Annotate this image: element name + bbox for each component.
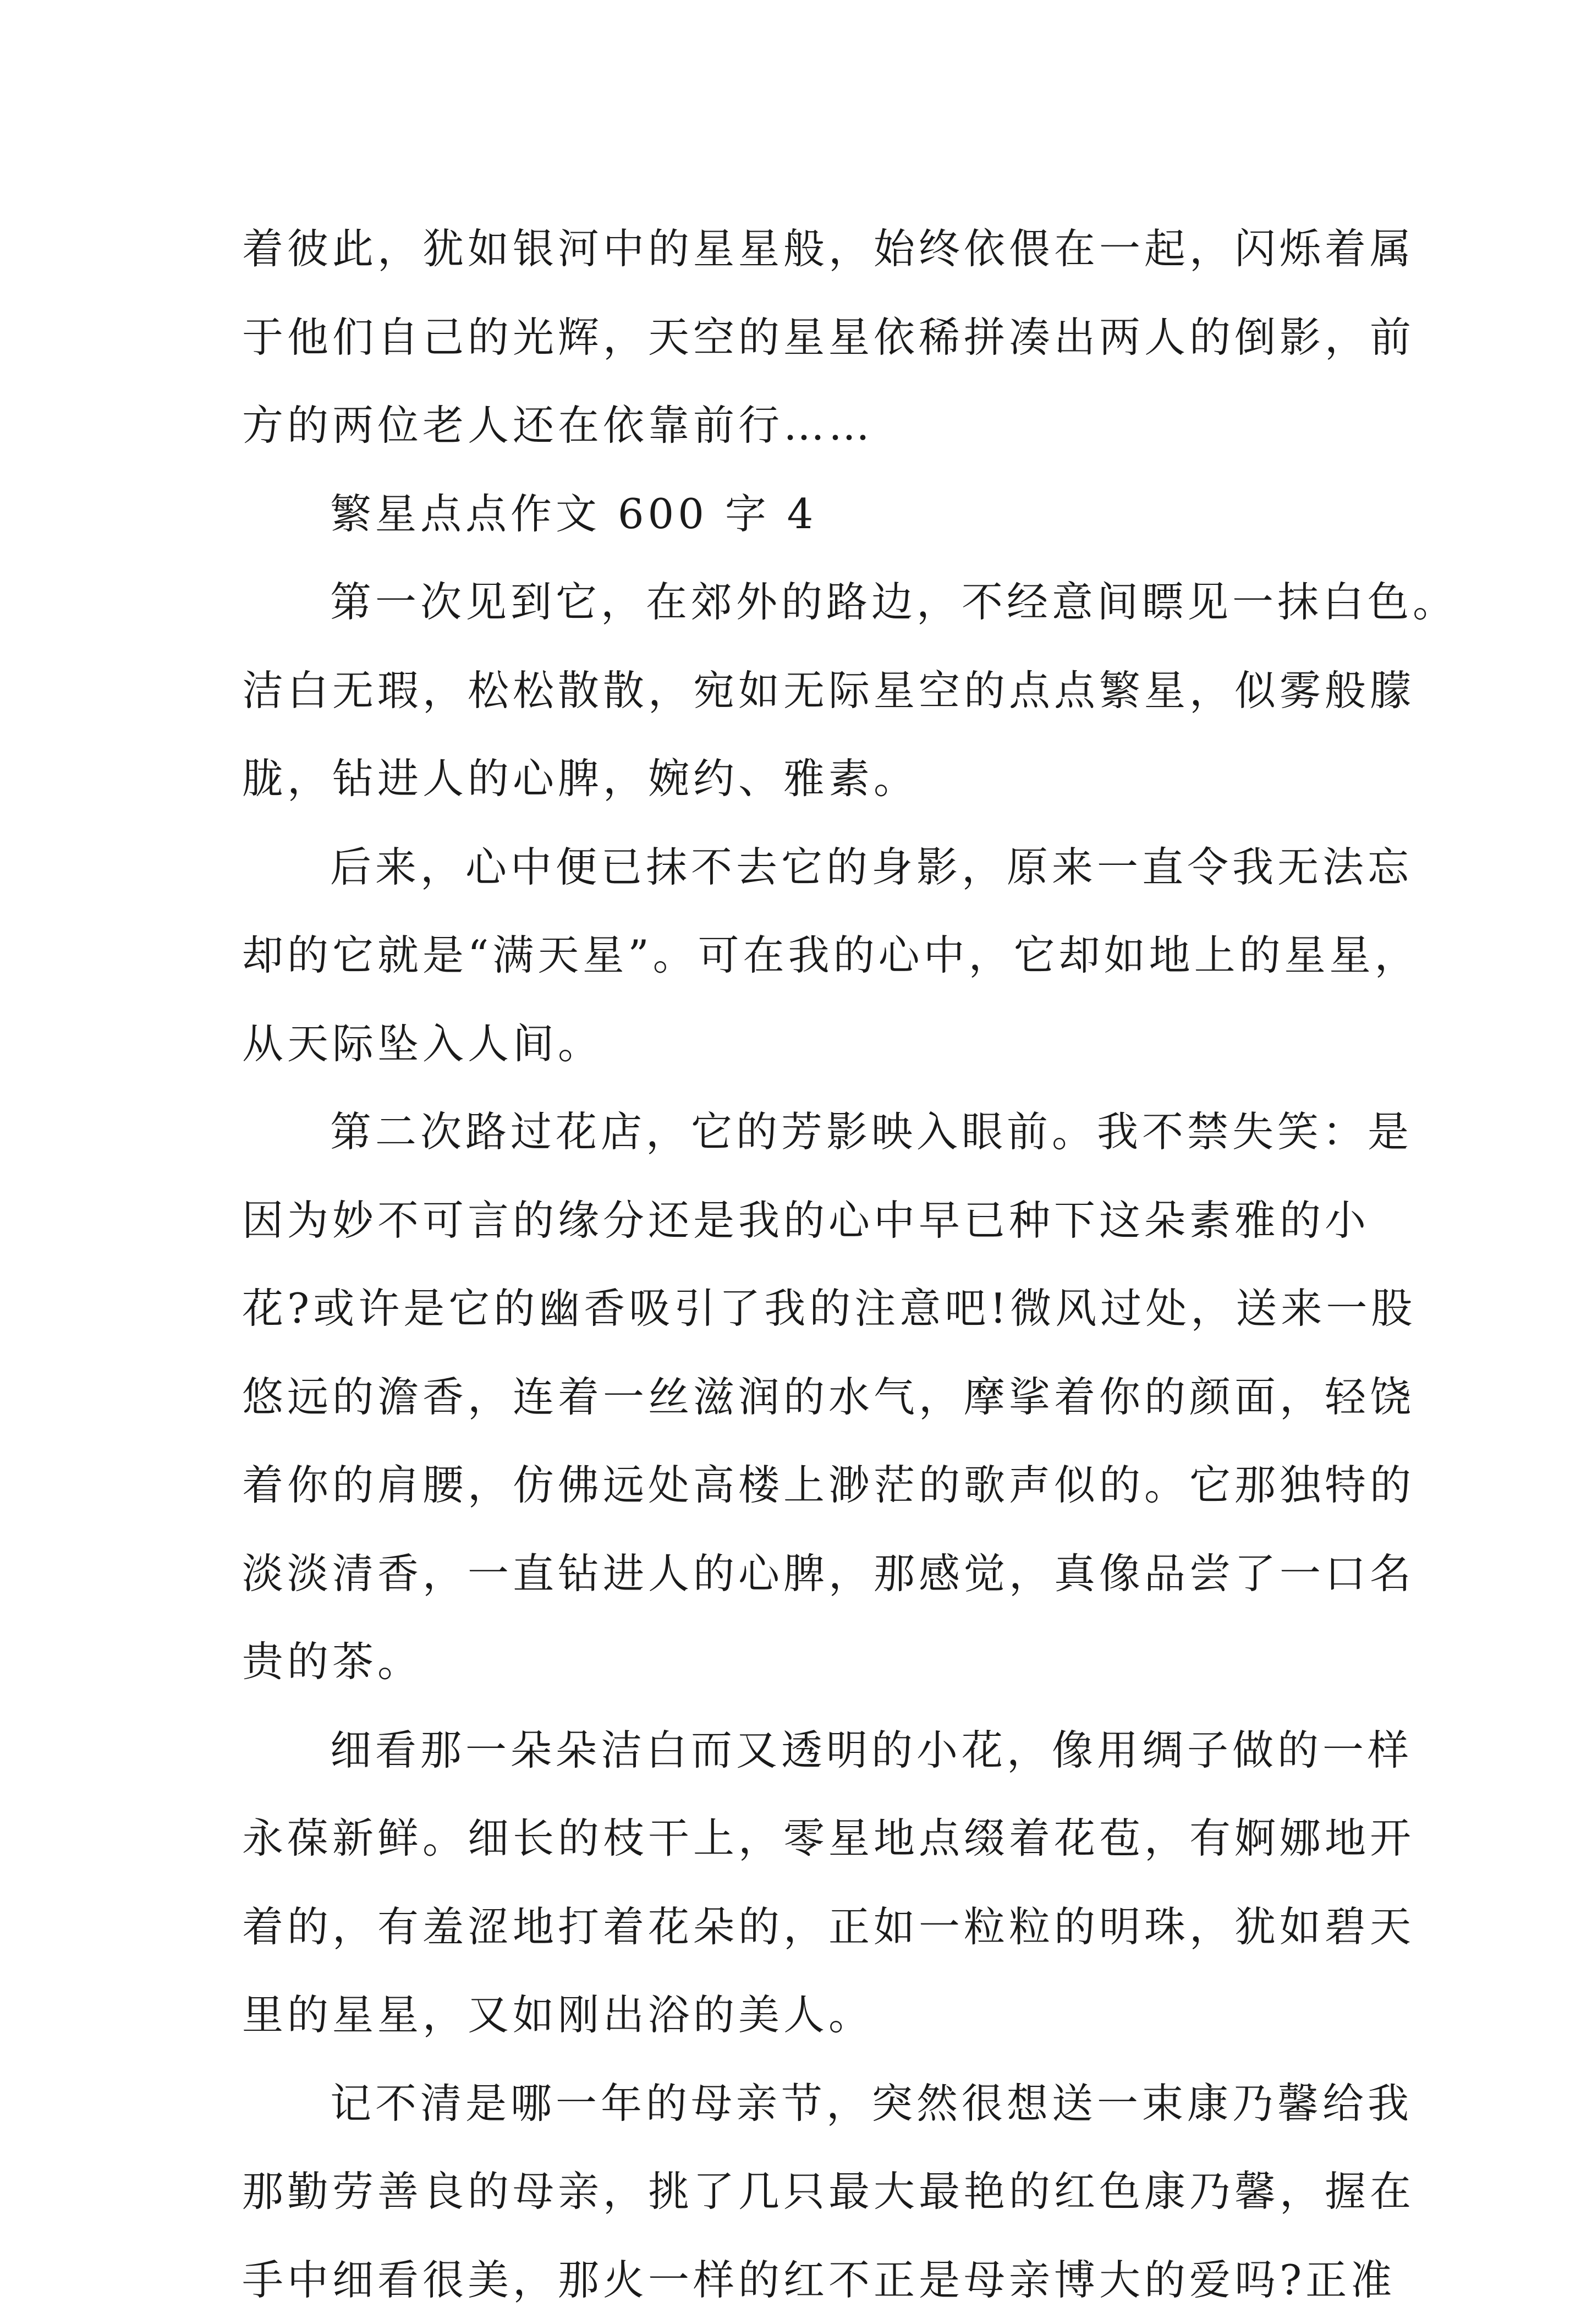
text-line: 却的它就是“满天星”。可在我的心中，它却如地上的星星， (242, 911, 1364, 1000)
text-line: 从天际坠入人间。 (242, 1000, 1364, 1088)
text-line: 着你的肩腰，仿佛远处高楼上渺茫的歌声似的。它那独特的 (242, 1441, 1364, 1530)
text-line: 因为妙不可言的缘分还是我的心中早已种下这朵素雅的小 (242, 1176, 1364, 1265)
text-line: 后来，心中便已抹不去它的身影，原来一直令我无法忘 (242, 823, 1364, 912)
text-line: 悠远的澹香，连着一丝滋润的水气，摩挲着你的颜面，轻饶 (242, 1353, 1364, 1441)
text-line: 着的，有羞涩地打着花朵的，正如一粒粒的明珠，犹如碧天 (242, 1883, 1364, 1971)
text-line: 淡淡清香，一直钻进人的心脾，那感觉，真像品尝了一口名 (242, 1530, 1364, 1618)
text-line: 里的星星，又如刚出浴的美人。 (242, 1971, 1364, 2059)
text-line: 贵的茶。 (242, 1618, 1364, 1706)
text-line: 洁白无瑕，松松散散，宛如无际星空的点点繁星，似雾般朦 (242, 646, 1364, 735)
text-line: 那勤劳善良的母亲，挑了几只最大最艳的红色康乃馨，握在 (242, 2147, 1364, 2236)
text-line: 手中细看很美，那火一样的红不正是母亲博大的爱吗?正准 (242, 2236, 1364, 2324)
text-line: 永葆新鲜。细长的枝干上，零星地点缀着花苞，有婀娜地开 (242, 1794, 1364, 1883)
text-line: 方的两位老人还在依靠前行…… (242, 381, 1364, 470)
text-line: 记不清是哪一年的母亲节，突然很想送一束康乃馨给我 (242, 2059, 1364, 2148)
text-line: 第二次路过花店，它的芳影映入眼前。我不禁失笑：是 (242, 1088, 1364, 1176)
text-line: 花?或许是它的幽香吸引了我的注意吧!微风过处，送来一股 (242, 1264, 1364, 1353)
text-line: 于他们自己的光辉，天空的星星依稀拼凑出两人的倒影，前 (242, 293, 1364, 382)
section-heading: 繁星点点作文 600 字 4 (242, 470, 1364, 558)
essay-body (242, 205, 1364, 2324)
text-line: 胧，钻进人的心脾，婉约、雅素。 (242, 735, 1364, 823)
text-line: 细看那一朵朵洁白而又透明的小花，像用绸子做的一样 (242, 1706, 1364, 1795)
text-line: 第一次见到它，在郊外的路边，不经意间瞟见一抹白色。 (242, 558, 1364, 646)
text-line: 着彼此，犹如银河中的星星般，始终依偎在一起，闪烁着属 (242, 205, 1364, 293)
